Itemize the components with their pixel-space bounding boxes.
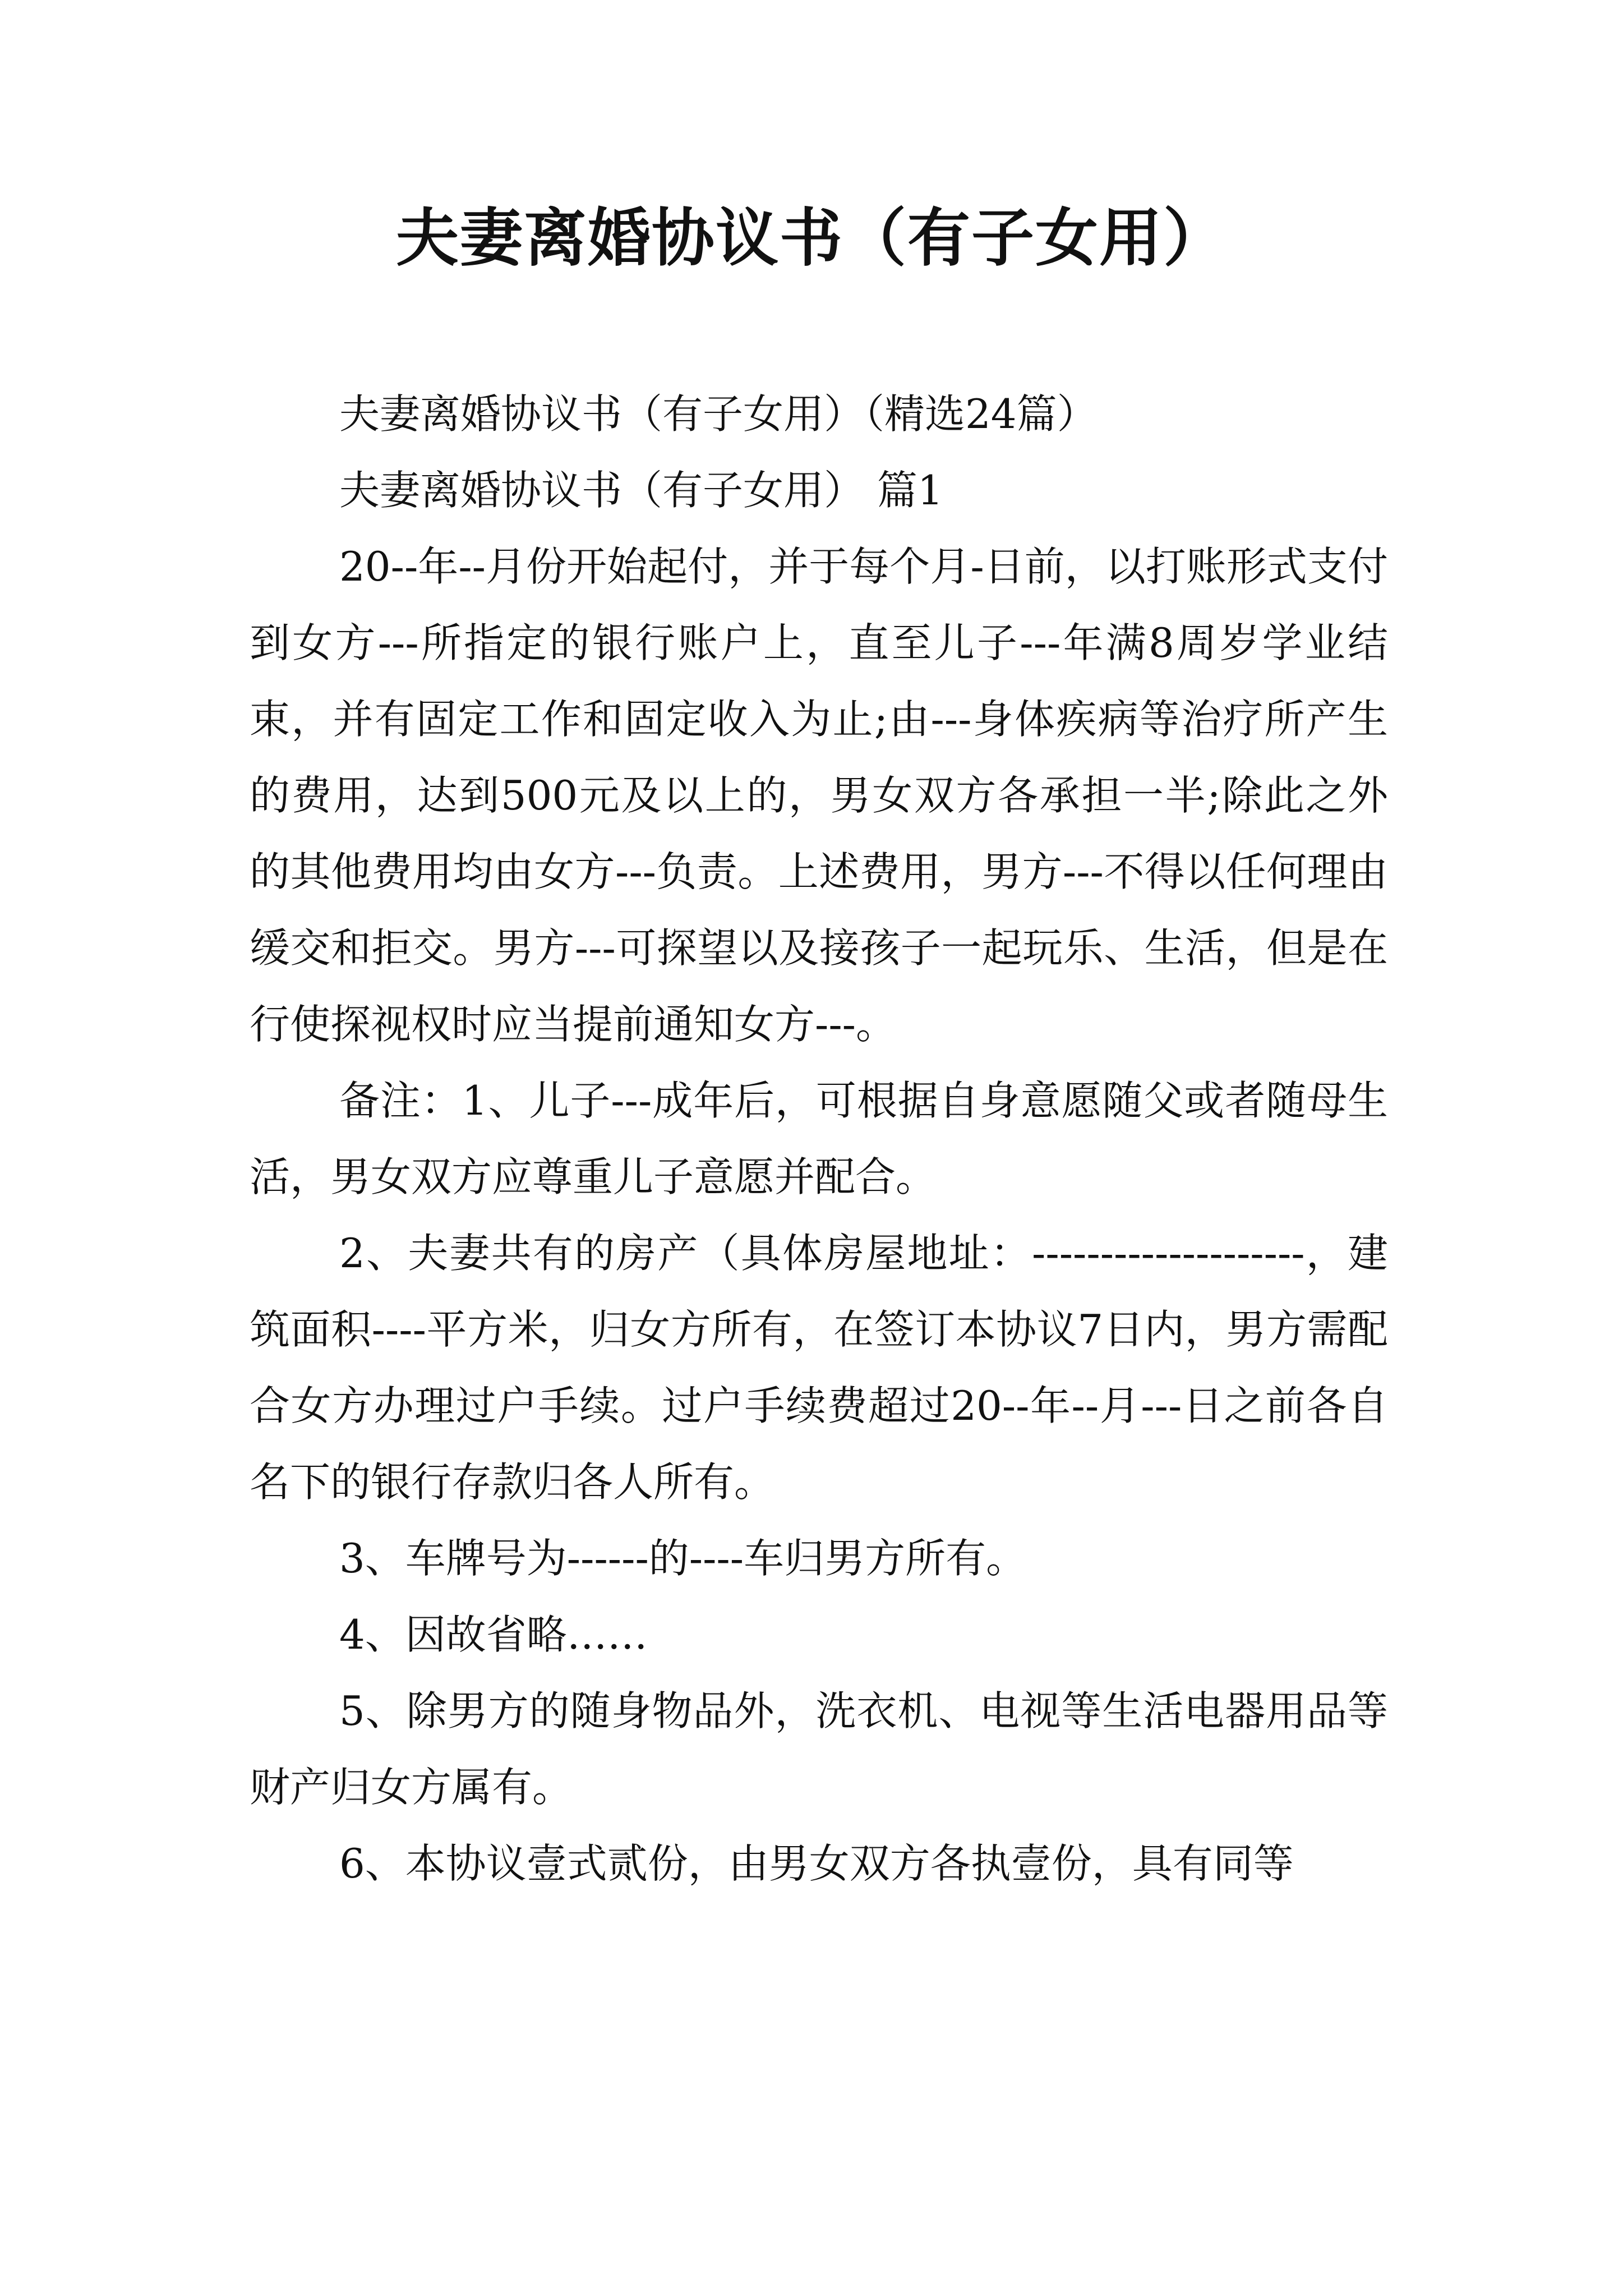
document-body [250,376,1388,1902]
body-paragraph: 3、车牌号为------的----车归男方所有。 [339,1535,1027,1582]
body-paragraph: 5、除男方的随身物品外，洗衣机、电视等生活电器用品等财产归女方属有。 [250,1687,1388,1811]
body-paragraph: 4、因故省略…… [339,1611,648,1658]
subtitle-paragraph: 夫妻离婚协议书（有子女用）（精选24篇） [339,390,1098,438]
body-paragraph: 备注：1、儿子---成年后，可根据自身意愿随父或者随母生活，男女双方应尊重儿子意愿并配合。 [250,1077,1388,1200]
document-title: 夫妻离婚协议书（有子女用） [396,201,1227,275]
body-paragraph: 6、本协议壹式贰份，由男女双方各执壹份，具有同等 [339,1840,1294,1887]
body-paragraph: 20--年--月份开始起付，并于每个月-日前，以打账形式支付到女方---所指定的银行账户上，直至儿子---年满8周岁学业结束，并有固定工作和固定收入为止;由---身体疾病等治疗所产生的费用，达到500元及以上的，男女双方各承担一半;除此之外的其他费用均由女方---负责。上述费用，男方---不得以任何理由缓交和拒交。男方---可探望以及接孩子一起玩乐、生活，但是在行使探视权时应当提前通知女方---。 [250,543,1388,1048]
section-heading: 夫妻离婚协议书（有子女用） 篇1 [339,467,943,514]
body-paragraph: 2、夫妻共有的房产（具体房屋地址：--------------------，建筑面积----平方米，归女方所有，在签订本协议7日内，男方需配合女方办理过户手续。过户手续费超过20--年--月---日之前各自名下的银行存款归各人所有。 [250,1230,1388,1506]
